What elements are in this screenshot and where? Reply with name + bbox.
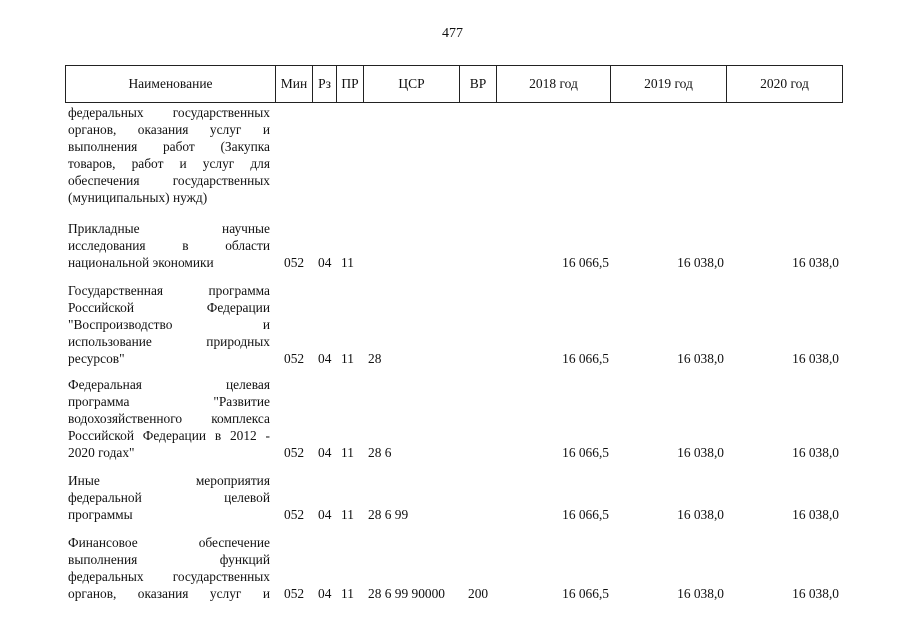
row-name-line: 2020 годах": [68, 445, 135, 460]
header-2019: 2019 год: [611, 66, 727, 102]
cell-2019: 16 038,0: [677, 255, 724, 270]
row-name-line: Государственная программа: [68, 283, 270, 298]
cell-vr: 200: [468, 586, 489, 601]
row-name-line: программа "Развитие: [68, 394, 270, 409]
row-name-line: органов, оказания услуг и: [68, 586, 270, 601]
header-bottom-rule: [65, 102, 843, 103]
row-name-line: обеспечения государственных: [68, 173, 270, 188]
row-name-line: (муниципальных) нужд): [68, 190, 208, 205]
row-name-line: национальной экономики: [68, 255, 214, 270]
row-name-line: федеральной целевой: [68, 490, 270, 505]
cell-min: 052: [284, 586, 305, 601]
row-name-line: федеральных государственных: [68, 105, 270, 120]
row-name: [68, 282, 270, 367]
row-name-line: Российской Федерации: [68, 300, 270, 315]
table-header: [65, 66, 842, 102]
row-name-line: ресурсов": [68, 351, 125, 366]
header-vr: ВР: [460, 66, 497, 102]
cell-min: 052: [284, 445, 305, 460]
row-name-line: выполнения функций: [68, 552, 270, 567]
cell-rz: 04: [318, 445, 332, 460]
cell-min: 052: [284, 507, 305, 522]
header-2020: 2020 год: [727, 66, 843, 102]
row-name-line: "Воспроизводство и: [68, 317, 270, 332]
cell-rz: 04: [318, 507, 332, 522]
cell-2018: 16 066,5: [562, 507, 609, 522]
cell-csr: 28 6: [368, 445, 392, 460]
cell-2018: 16 066,5: [562, 586, 609, 601]
cell-min: 052: [284, 351, 305, 366]
cell-rz: 04: [318, 351, 332, 366]
header-2018: 2018 год: [497, 66, 611, 102]
header-csr: ЦСР: [364, 66, 460, 102]
cell-2020: 16 038,0: [792, 255, 839, 270]
cell-rz: 04: [318, 586, 332, 601]
cell-pr: 11: [341, 255, 354, 270]
cell-2020: 16 038,0: [792, 351, 839, 366]
cell-csr: 28 6 99: [368, 507, 409, 522]
cell-2018: 16 066,5: [562, 351, 609, 366]
header-min: Мин: [276, 66, 313, 102]
cell-2020: 16 038,0: [792, 586, 839, 601]
row-name-line: использование природных: [68, 334, 270, 349]
page-number: 477: [442, 26, 463, 41]
cell-2018: 16 066,5: [562, 445, 609, 460]
cell-2019: 16 038,0: [677, 507, 724, 522]
row-name-line: Федеральная целевая: [68, 377, 270, 392]
cell-csr: 28 6 99 90000: [368, 586, 445, 601]
row-name-line: Финансовое обеспечение: [68, 535, 270, 550]
row-name-line: федеральных государственных: [68, 569, 270, 584]
cell-csr: 28: [368, 351, 382, 366]
cell-2019: 16 038,0: [677, 586, 724, 601]
cell-pr: 11: [341, 507, 354, 522]
cell-2020: 16 038,0: [792, 507, 839, 522]
cell-2019: 16 038,0: [677, 351, 724, 366]
row-name-line: выполнения работ (Закупка: [68, 139, 270, 154]
row-name: [68, 534, 270, 602]
cell-pr: 11: [341, 351, 354, 366]
row-name-line: водохозяйственного комплекса: [68, 411, 270, 426]
cell-pr: 11: [341, 445, 354, 460]
row-name: [68, 472, 270, 523]
cell-min: 052: [284, 255, 305, 270]
row-name-line: Прикладные научные: [68, 221, 270, 236]
cell-pr: 11: [341, 586, 354, 601]
header-pr: ПР: [337, 66, 364, 102]
row-name: [68, 104, 270, 206]
cell-2019: 16 038,0: [677, 445, 724, 460]
row-name-line: Российской Федерации в 2012 -: [68, 428, 270, 443]
row-name-line: товаров, работ и услуг для: [68, 156, 270, 171]
row-name-line: программы: [68, 507, 133, 522]
row-name-line: Иные мероприятия: [68, 473, 270, 488]
row-name: [68, 220, 270, 271]
cell-rz: 04: [318, 255, 332, 270]
row-name-line: органов, оказания услуг и: [68, 122, 270, 137]
cell-2020: 16 038,0: [792, 445, 839, 460]
row-name: [68, 376, 270, 461]
cell-2018: 16 066,5: [562, 255, 609, 270]
header-rz: Рз: [313, 66, 337, 102]
header-name: Наименование: [65, 66, 276, 102]
row-name-line: исследования в области: [68, 238, 270, 253]
